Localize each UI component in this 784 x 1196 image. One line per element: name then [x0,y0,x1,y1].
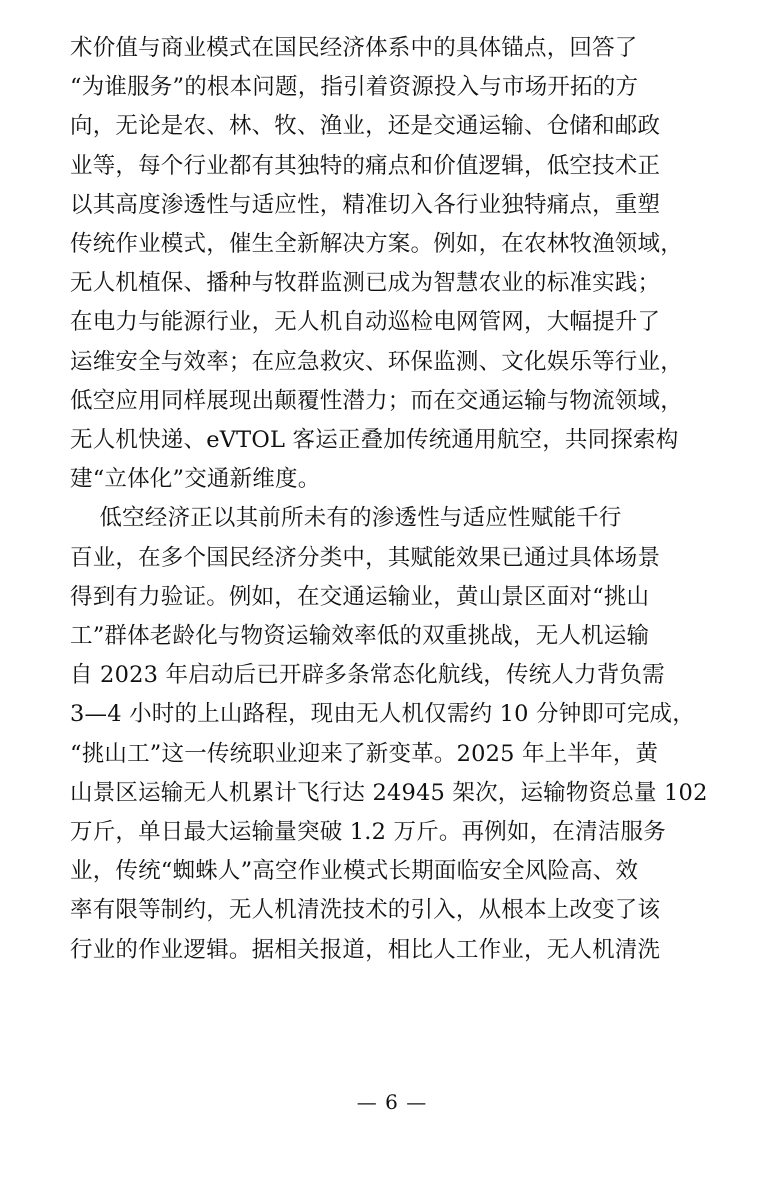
text-line: “为谁服务”的根本问题，指引着资源投入与市场开拓的方 [70,74,639,101]
text-line: 低空经济正以其前所未有的渗透性与适应性赋能千行 [70,505,622,532]
text-line: 百业，在多个国民经济分类中，其赋能效果已通过具体场景 [70,544,661,571]
page-number: — 6 — [356,1090,428,1114]
text-line: 工”群体老龄化与物资运输效率低的双重挑战，无人机运输 [70,623,650,649]
text-line: 业等，每个行业都有其独特的痛点和价值逻辑，低空技术正 [70,152,661,179]
text-line: 业，传统“蜘蛛人”高空作业模式长期面临安全风险高、效 [70,858,639,885]
text-line: 行业的作业逻辑。据相关报道，相比人工作业，无人机清洗 [70,936,661,963]
text-line: 传统作业模式，催生全新解决方案。例如，在农林牧渔领域， [70,231,683,257]
text-line: 建“立体化”交通新维度。 [70,466,321,493]
text-line: 得到有力验证。例如，在交通运输业，黄山景区面对“挑山 [70,583,650,610]
text-line: 率有限等制约，无人机清洗技术的引入，从根本上改变了该 [70,897,661,924]
text-line: 向，无论是农、林、牧、渔业，还是交通运输、仓储和邮政 [70,113,661,140]
text-line: 运维安全与效率；在应急救灾、环保监测、文化娱乐等行业， [70,348,683,375]
text-line: 3—4 小时的上山路程，现由无人机仅需约 10 分钟即可完成， [70,701,695,728]
text-line: 无人机快递、eVTOL 客运正叠加传统通用航空，共同探索构 [70,427,679,453]
text-line: 以其高度渗透性与适应性，精准切入各行业独特痛点，重塑 [70,191,661,218]
text-line: 术价值与商业模式在国民经济体系中的具体锚点，回答了 [70,35,638,61]
text-line: 在电力与能源行业，无人机自动巡检电网管网，大幅提升了 [70,309,661,336]
text-line: 万斤，单日最大运输量突破 1.2 万斤。再例如，在清洁服务 [70,819,666,845]
text-line: 低空应用同样展现出颠覆性潜力；而在交通运输与物流领域， [70,387,683,414]
text-line: “挑山工”这一传统职业迎来了新变革。2025 年上半年，黄 [70,740,659,767]
text-line: 山景区运输无人机累计飞行达 24945 架次，运输物资总量 102 [70,779,708,806]
text-line: 无人机植保、播种与牧群监测已成为智慧农业的标准实践； [70,270,661,297]
text-line: 自 2023 年启动后已开辟多条常态化航线，传统人力背负需 [70,662,665,689]
